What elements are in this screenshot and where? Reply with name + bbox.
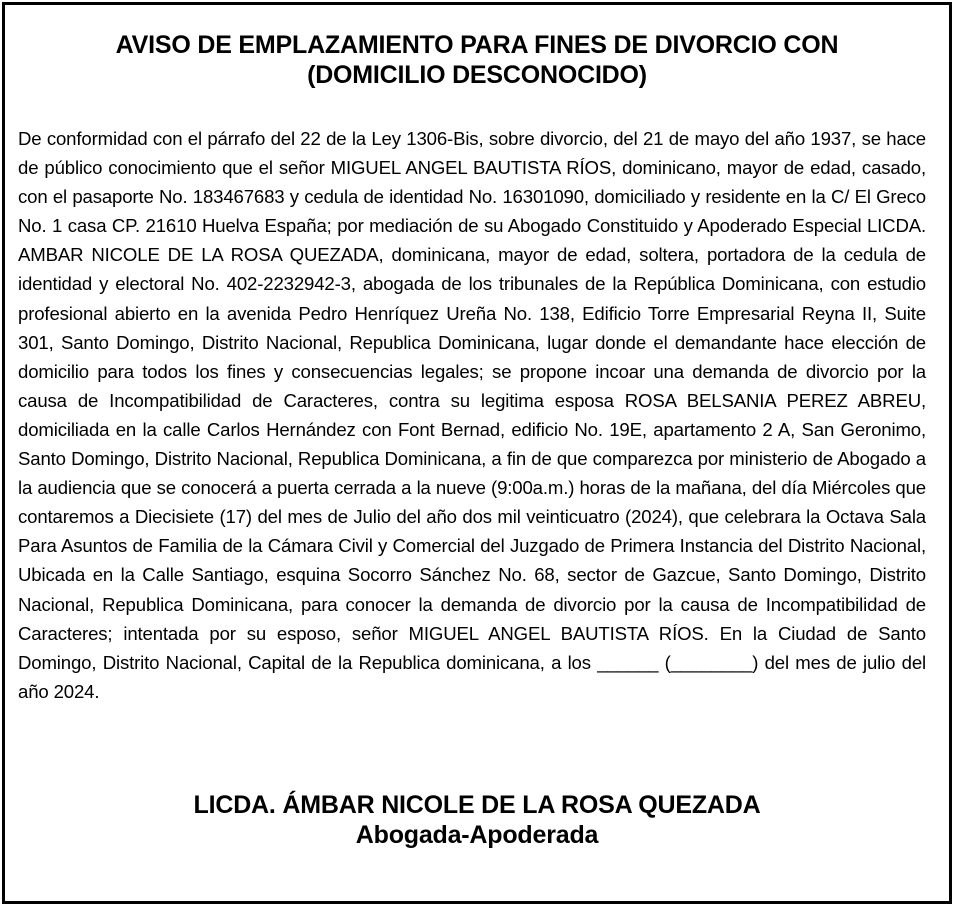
notice-title-line-1: AVISO DE EMPLAZAMIENTO PARA FINES DE DIVORCIO CON — [115, 31, 839, 59]
notice-title — [0, 30, 954, 90]
signature-name: LICDA. ÁMBAR NICOLE DE LA ROSA QUEZADA — [193, 791, 761, 819]
notice-title-line-2: (DOMICILIO DESCONOCIDO) — [307, 61, 647, 89]
signature-role: Abogada-Apoderada — [355, 821, 599, 849]
notice-body: De conformidad con el párrafo del 22 de la Ley 1306-Bis, sobre divorcio, del 21 de mayo del año 1937, se hace de público conocimiento que el señor MIGUEL ANGEL BAUTISTA RÍOS, dominicano, mayor de edad, casado, con el pasaporte No. 183467683 y cedula de identidad No. 16301090, domiciliado y residente en la C/ El Greco No. 1 casa CP. 21610 Huelva España; por mediación de su Abogado Constituido y Apoderado Especial LICDA. AMBAR NICOLE DE LA ROSA QUEZADA, dominicana, mayor de edad, soltera, portadora de la cedula de identidad y electoral No. 402-2232942-3, abogada de los tribunales de la República Dominicana, con estudio profesional abierto en la avenida Pedro Henríquez Ureña No. 138, Edificio Torre Empresarial Reyna II, Suite 301, Santo Domingo, Distrito Nacional, Republica Dominicana, lugar donde el demandante hace elección de domicilio para todos los fines y consecuencias legales; se propone incoar una demanda de divorcio por la causa de Incompatibilidad de Caracteres, contra su legitima esposa ROSA BELSANIA PEREZ ABREU, domiciliada en la calle Carlos Hernández con Font Bernad, edificio No. 19E, apartamento 2 A, San Geronimo, Santo Domingo, Distrito Nacional, Republica Dominicana, a fin de que comparezca por ministerio de Abogado a la audiencia que se conocerá a puerta cerrada a la nueve (9:00a.m.) horas de la mañana, del día Miércoles que contaremos a Diecisiete (17) del mes de Julio del año dos mil veinticuatro (2024), que celebrara la Octava Sala Para Asuntos de Familia de la Cámara Civil y Comercial del Juzgado de Primera Instancia del Distrito Nacional, Ubicada en la Calle Santiago, esquina Socorro Sánchez No. 68, sector de Gazcue, Santo Domingo, Distrito Nacional, Republica Dominicana, para conocer la demanda de divorcio por la causa de Incompatibilidad de Caracteres; intentada por su esposo, señor MIGUEL ANGEL BAUTISTA RÍOS. En la Ciudad de Santo Domingo, Distrito Nacional, Capital de la Republica dominicana, a los ______ (________) del mes de julio del año 2024. — [18, 128, 926, 702]
signature-block — [0, 790, 954, 850]
